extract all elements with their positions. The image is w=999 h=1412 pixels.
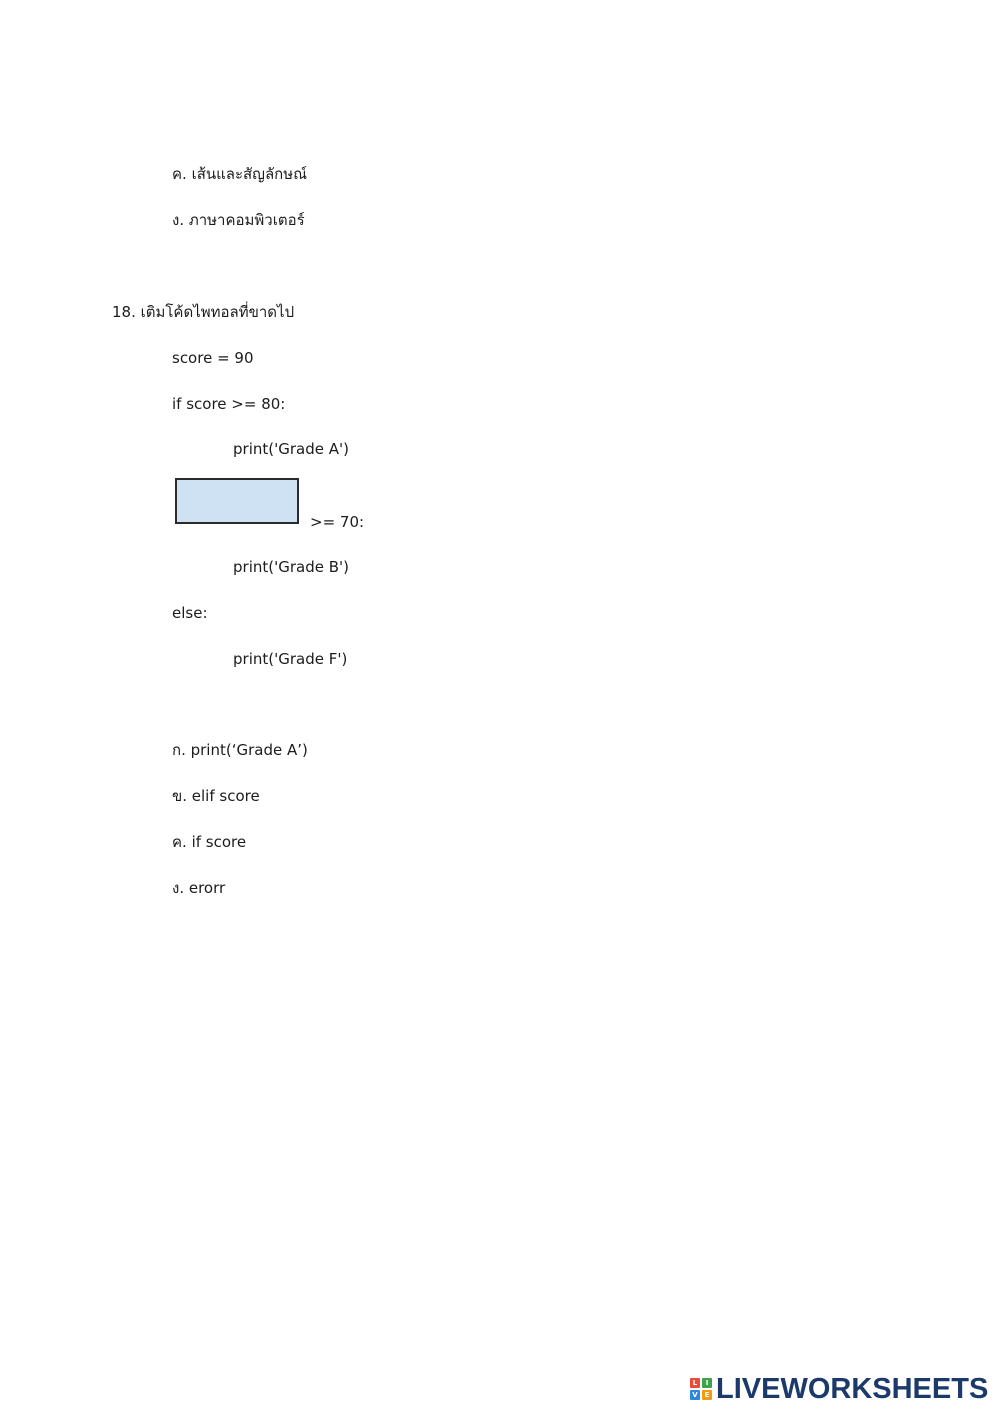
question-title: 18. เติมโค้ดไพทอลที่ขาดไป xyxy=(112,303,295,321)
choice-a: ก. print(‘Grade A’) xyxy=(172,741,308,759)
code-line-2: if score >= 80: xyxy=(172,395,286,413)
code-line-7: print('Grade F') xyxy=(233,650,348,668)
logo-text: LIVEWORKSHEETS xyxy=(716,1372,989,1405)
logo-mark-e: E xyxy=(702,1390,712,1400)
prev-choice-d: ง. ภาษาคอมพิวเตอร์ xyxy=(172,211,305,229)
code-line-6: else: xyxy=(172,604,208,622)
logo-mark-i: I xyxy=(702,1378,712,1388)
answer-input[interactable] xyxy=(175,478,299,524)
logo-mark-icon xyxy=(690,1378,712,1400)
code-line-3: print('Grade A') xyxy=(233,440,349,458)
logo-mark-l: L xyxy=(690,1378,700,1388)
prev-choice-c: ค. เส้นและสัญลักษณ์ xyxy=(172,165,308,183)
choice-c: ค. if score xyxy=(172,833,247,851)
code-line-4-suffix: >= 70: xyxy=(310,513,365,531)
code-line-1: score = 90 xyxy=(172,349,254,367)
choice-b: ข. elif score xyxy=(172,787,260,805)
choice-d: ง. erorr xyxy=(172,879,226,897)
logo-mark-v: V xyxy=(690,1390,700,1400)
liveworksheets-logo xyxy=(690,1373,988,1405)
code-line-5: print('Grade B') xyxy=(233,558,349,576)
